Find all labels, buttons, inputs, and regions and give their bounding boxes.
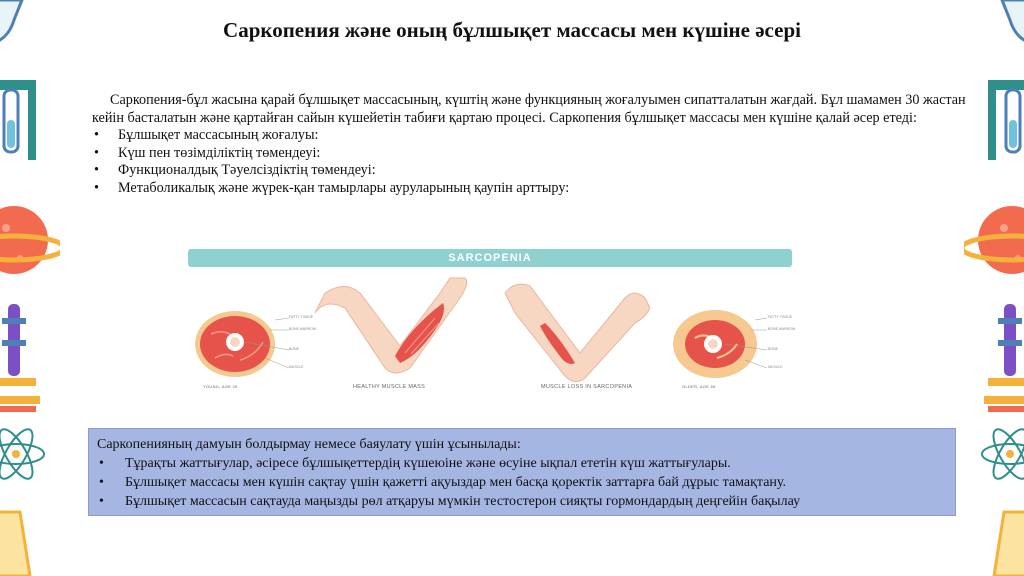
list-item: • Функционалдық Тәуелсіздіктің төмендеуі: xyxy=(92,162,967,180)
tag-bone-right: BONE xyxy=(768,347,778,351)
slide-title: Саркопения және оның бұлшықет массасы мен күшіне әсері xyxy=(223,18,801,42)
figure-banner: SARCOPENIA xyxy=(188,249,792,267)
list-item: • Тұрақты жаттығулар, әсіресе бұлшықеттердің күшеюіне және өсуіне ықпал ететін күш жаттығулары. xyxy=(97,454,947,473)
effects-list xyxy=(92,127,967,197)
tag-marrow-right: BONE MARROW xyxy=(768,327,796,331)
list-item: • Бұлшықет массасының жоғалуы: xyxy=(92,127,967,145)
atom-icon xyxy=(0,425,44,483)
recommendations-list xyxy=(97,454,947,511)
caption-sarcopenia: MUSCLE LOSS IN SARCOPENIA xyxy=(541,384,633,390)
tag-fatty-right: FATTY TISSUE xyxy=(768,315,793,319)
tag-fatty-left: FATTY TISSUE xyxy=(289,315,314,319)
book-icon xyxy=(984,396,1024,412)
beaker-icon xyxy=(0,512,30,576)
label-young: YOUNG, AGE 25 xyxy=(203,384,238,389)
healthy-arm xyxy=(315,278,467,373)
microscope-icon xyxy=(988,304,1024,386)
planet-icon xyxy=(0,206,60,274)
recommendations-box xyxy=(88,428,956,516)
beaker-icon xyxy=(994,512,1024,576)
atom-icon xyxy=(982,425,1024,483)
tag-marrow-left: BONE MARROW xyxy=(289,327,317,331)
tag-bone-left: BONE xyxy=(289,347,299,351)
sarcopenic-arm xyxy=(505,284,650,381)
tag-muscle-left: MUSCLE xyxy=(289,365,304,369)
list-item: • Метаболикалық және жүрек-қан тамырлары ауруларының қаупін арттыру: xyxy=(92,180,967,198)
healthy-cross-section xyxy=(195,311,289,377)
left-decor-strip xyxy=(0,0,60,576)
sarcopenia-figure xyxy=(185,246,795,406)
test-tube-icon xyxy=(988,80,1024,160)
intro-section xyxy=(92,92,967,198)
label-older: OLDER, AGE 65 xyxy=(682,384,716,389)
sarcopenic-cross-section xyxy=(673,310,767,378)
microscope-icon xyxy=(0,304,36,386)
book-icon xyxy=(0,396,40,412)
right-decor-strip xyxy=(964,0,1024,576)
muscle-illustration xyxy=(185,268,795,393)
recommendations-heading: Саркопенияның дамуын болдырмау немесе баяулату үшін ұсынылады: xyxy=(97,437,521,452)
intro-paragraph: Саркопения-бұл жасына қарай бұлшықет массасының, күштің және функцияның жоғалуымен сипатталатын жағдай. Бұл шамамен 30 жастан кейін басталатын және қартайған сайын күшейетін табиғи қартаю процесі. Саркопения бұлшықет массасы мен күшіне қалай әсер етеді: xyxy=(92,92,966,126)
planet-icon xyxy=(964,206,1024,274)
tag-muscle-right: MUSCLE xyxy=(768,365,783,369)
list-item: • Бұлшықет массасы мен күшін сақтау үшін қажетті ақуыздар мен басқа қоректік заттарға бай дұрыс тамақтану. xyxy=(97,473,947,492)
list-item: • Күш пен төзімділіктің төмендеуі: xyxy=(92,145,967,163)
test-tube-icon xyxy=(0,80,36,160)
list-item: • Бұлшықет массасын сақтауда маңызды рөл атқаруы мүмкін тестостерон сияқты гормондардың деңгейін бақылау xyxy=(97,492,947,511)
caption-healthy: HEALTHY MUSCLE MASS xyxy=(353,384,426,390)
